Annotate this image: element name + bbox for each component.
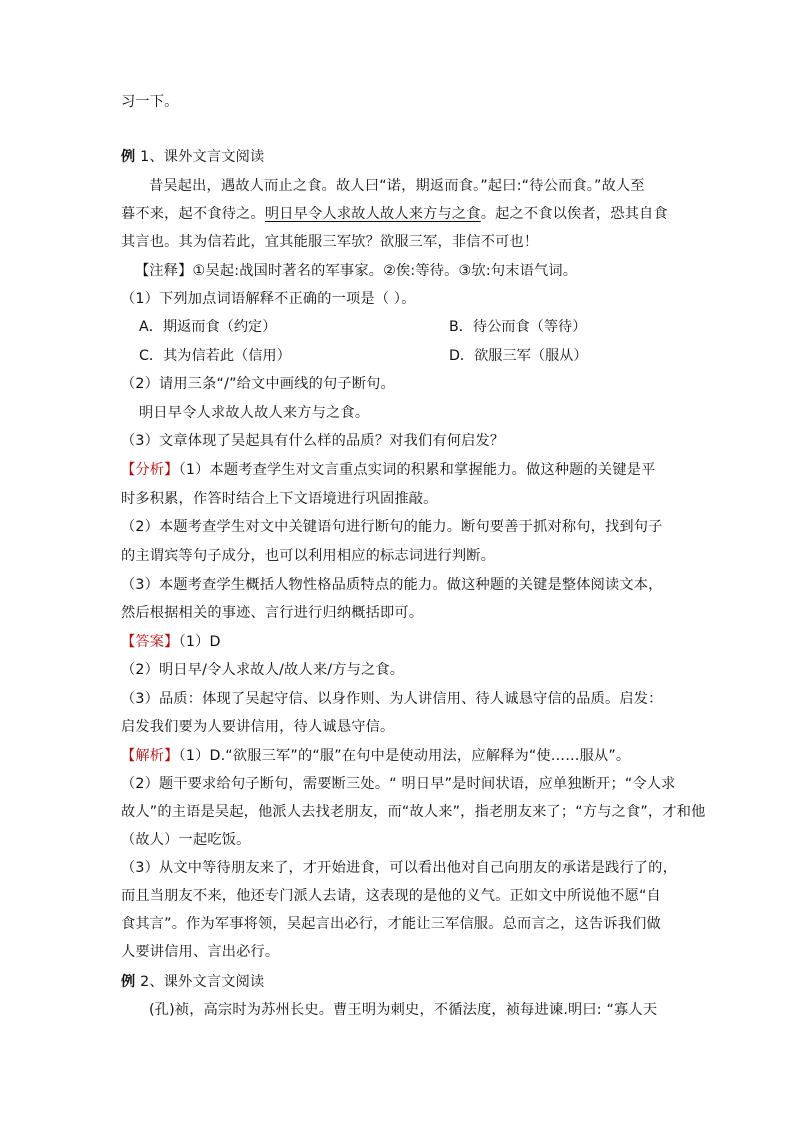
question-1: （1）下列加点词语解释不正确的一项是（ ）。 xyxy=(121,291,416,307)
analysis-line-2: 时多积累，作答时结合上下文语境进行巩固推敲。 xyxy=(121,491,438,507)
explain-text-1: （1）D.“欲服三军”的“服”在句中是使动用法，应解释为“使……服从”。 xyxy=(178,748,631,764)
passage-line-3: 其言也。其为信若此，宜其能服三军欤？欲服三军，非信不可也！ xyxy=(121,234,539,250)
example1-title xyxy=(121,148,264,166)
analysis-label: 【分析】 xyxy=(121,462,179,478)
option-a: A．期返而食（约定） xyxy=(139,319,277,335)
option-d: D．欲服三军（服从） xyxy=(449,348,588,364)
option-b: B．待公而食（等待） xyxy=(449,319,587,335)
example2-title-text: 2、课外文言文阅读 xyxy=(135,974,265,990)
explain-line-5: （3）从文中等待朋友来了，才开始进食，可以看出他对自己向朋友的承诺是践行了的， xyxy=(121,860,677,876)
option-c: C．其为信若此（信用） xyxy=(139,348,291,364)
analysis-line-3: （2）本题考查学生对文中关键语句进行断句的能力。断句要善于抓对称句，找到句子 xyxy=(121,519,663,535)
explain-line-7: 食其言”。作为军事将领，吴起言出必行，才能让三军信服。总而言之，这告诉我们做 xyxy=(121,916,661,932)
passage-line-1: 昔吴起出，遇故人而止之食。故人曰“诺，期返而食。”起曰:“待公而食。”故人至 xyxy=(149,178,645,194)
analysis-line-6: 然后根据相关的事迹、言行进行归纳概括即可。 xyxy=(121,605,424,621)
explain-line-3: 故人”的主语是吴起，他派人去找老朋友，而“故人来”，指老朋友来了；“方与之食”，才和他 xyxy=(121,804,706,820)
answer-label: 【答案】 xyxy=(121,634,179,650)
explain-line-2: （2）题干要求给句子断句，需要断三处。“ 明日早”是时间状语，应单独断开；“令人求 xyxy=(121,776,676,792)
underlined-sentence: 明日早令人求故人故人来方与之食 xyxy=(264,206,481,222)
explain-line-1 xyxy=(121,747,630,765)
passage-line-2a: 暮不来，起不食待之。 xyxy=(121,206,265,222)
answer-line-3: （3）品质：体现了吴起守信、以身作则、为人讲信用、待人诚恳守信的品质。启发： xyxy=(121,691,663,707)
passage-line-2 xyxy=(121,205,668,223)
explain-label: 【解析】 xyxy=(121,748,179,764)
question-3: （3）文章体现了吴起具有什么样的品质？对我们有何启发？ xyxy=(121,433,505,449)
analysis-line-5: （3）本题考查学生概括人物性格品质特点的能力。做这种题的关键是整体阅读文本， xyxy=(121,577,663,593)
explain-line-4: （故人）一起吃饭。 xyxy=(121,832,251,848)
answer-line-4: 启发我们要为人要讲信用，待人诚恳守信。 xyxy=(121,719,395,735)
notes-line: 【注释】①吴起:战国时著名的军事家。②俟:等待。③欤:句末语气词。 xyxy=(135,263,578,279)
passage-line-2b: 。起之不食以俟者，恐其自食 xyxy=(480,206,668,222)
answer-line-1 xyxy=(121,633,221,651)
example2-passage-line-1: (孔)祯，高宗时为苏州长史。曹王明为刺史，不循法度，祯每进谏.明曰: “寡人天 xyxy=(149,1002,658,1018)
answer-line-2: （2）明日早/令人求故人/故人来/方与之食。 xyxy=(121,662,405,678)
continuation-text: 习一下。 xyxy=(121,94,179,110)
question-2: （2）请用三条“/”给文中画线的句子断句。 xyxy=(121,376,395,392)
explain-line-6: 而且当朋友不来，他还专门派人去请，这表现的是他的义气。正如文中所说他不愿“自 xyxy=(121,888,661,904)
analysis-line-4: 的主谓宾等句子成分，也可以利用相应的标志词进行判断。 xyxy=(121,548,496,564)
analysis-line-1 xyxy=(121,461,655,479)
example1-title-prefix: 例 xyxy=(121,149,136,165)
answer-text-1: （1）D xyxy=(178,634,221,650)
example2-title xyxy=(121,973,264,991)
explain-line-8: 人要讲信用、言出必行。 xyxy=(121,944,280,960)
example1-title-text: 1、课外文言文阅读 xyxy=(135,149,265,165)
question-2-sentence: 明日早令人求故人故人来方与之食。 xyxy=(139,405,370,421)
example2-title-prefix: 例 xyxy=(121,974,136,990)
analysis-text-1a: （1）本题考查学生对文言重点实词的积累和掌握能力。做这种题的关键是平 xyxy=(178,462,656,478)
